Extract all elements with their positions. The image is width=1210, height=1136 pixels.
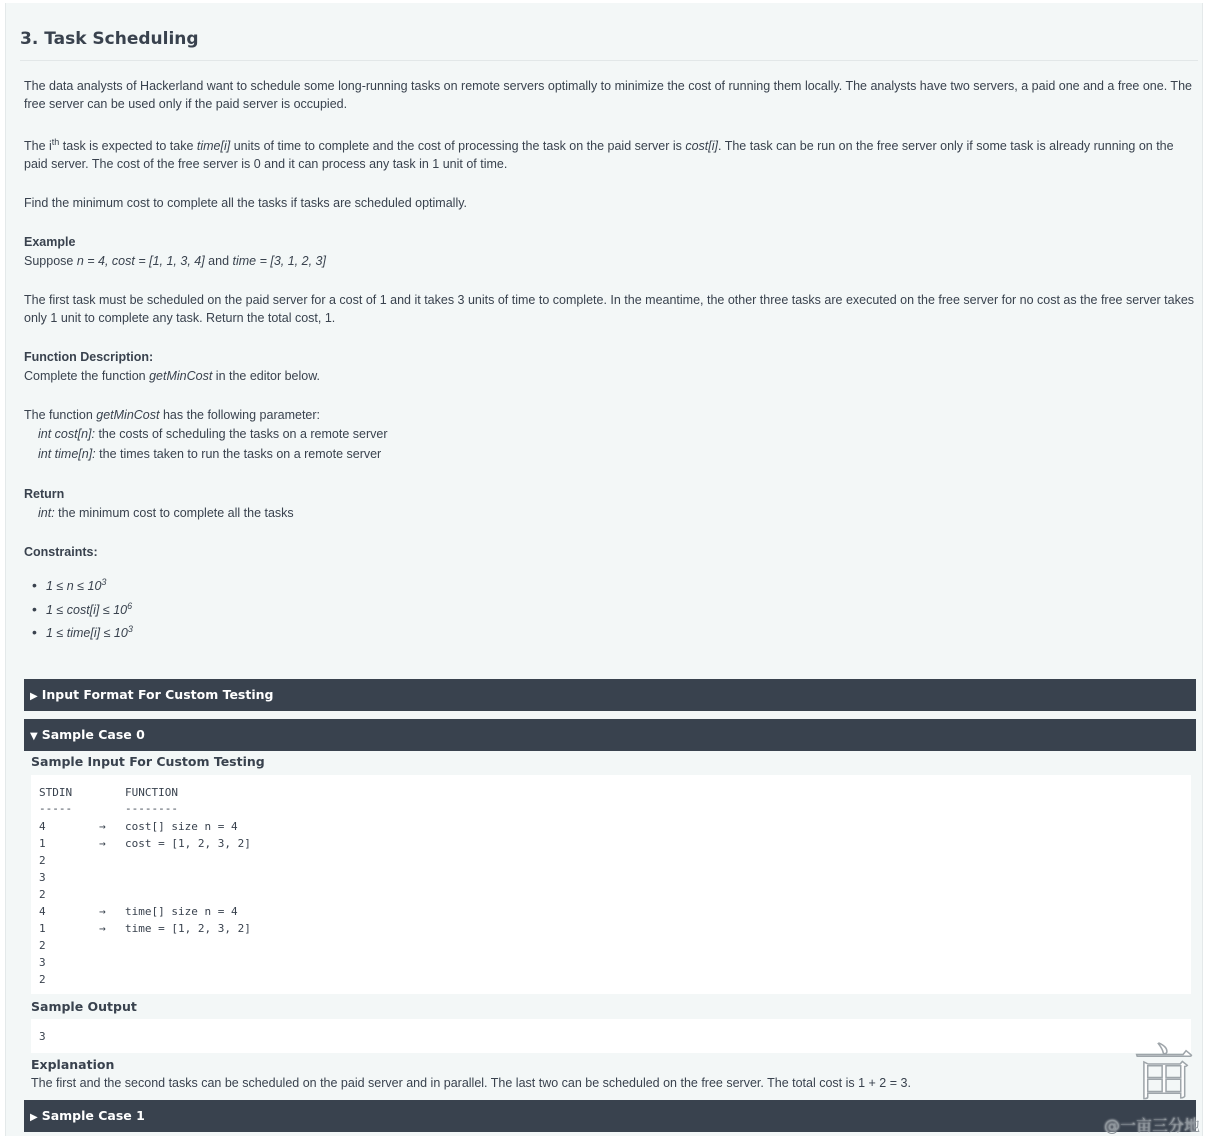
expanded-arrow-icon: ▼ [30, 731, 38, 742]
constraint-item: • $1 \le \cos t[i] \le 10^6$ [30, 601, 133, 625]
sample-input-heading: Sample Input For Custom Testing [31, 754, 265, 769]
time-variable: time[i] [196, 139, 231, 153]
arrow-icon: → [99, 820, 106, 833]
constraint-item: • $1 \le n \le 10^3$ [30, 577, 133, 601]
sample-input-block: STDIN FUNCTION ----- -------- 4 → cost[] size n = 4 1 → cost = [1, 2, 3, 2] 2 3 2 4 → time[] size n = 4 1 → time = [1, 2, 3, 2] 2 3 2 [31, 775, 1191, 994]
arrow-icon: → [99, 922, 106, 935]
code-line: 4 → cost[] size n = 4 [39, 820, 238, 833]
constraints-heading: Constraints: [24, 545, 98, 559]
title-divider [20, 60, 1198, 61]
param-time: int time[n]: the times taken to run the tasks on a remote server [38, 447, 382, 461]
return-description: int: the minimum cost to complete all the tasks [38, 506, 294, 520]
code-line: 3 [39, 956, 46, 969]
function-complete-line: Complete the function getMinCost in the editor below. [24, 369, 321, 383]
example-suppose: Suppose n = 4, cost = [1, 1, 3, 4] and time = [3, 1, 2, 3] [24, 254, 326, 268]
function-name: getMinCost [149, 369, 213, 383]
sample-case-1-toggle[interactable]: ▶ Sample Case 1 [24, 1100, 1196, 1132]
function-header: FUNCTION [125, 786, 178, 799]
cost-variable: cost[i] [685, 139, 718, 153]
collapsed-arrow-icon: ▶ [30, 1112, 38, 1123]
problem-panel [5, 3, 1203, 1136]
stdin-header: STDIN [39, 786, 73, 799]
collapsed-arrow-icon: ▶ [30, 691, 38, 702]
watermark-text: @一亩三分地 [1103, 1116, 1200, 1135]
code-line: 2 [39, 854, 46, 867]
explanation-text: The first and the second tasks can be scheduled on the paid server and in parallel. The last two can be scheduled on the free server. The total cost is 1 + 2 = 3. [31, 1076, 911, 1090]
code-line: 1 → cost = [1, 2, 3, 2] [39, 837, 251, 850]
example-heading: Example [24, 235, 76, 249]
find-paragraph: Find the minimum cost to complete all the tasks if tasks are scheduled optimally. [24, 196, 468, 210]
constraints-list [30, 577, 133, 648]
code-line: 1 → time = [1, 2, 3, 2] [39, 922, 251, 935]
input-format-toggle[interactable]: ▶ Input Format For Custom Testing [24, 679, 1196, 711]
arrow-icon: → [99, 905, 106, 918]
arrow-icon: → [99, 837, 106, 850]
watermark-logo: 亩 [1134, 1039, 1194, 1109]
sample-case-0-toggle[interactable]: ▼ Sample Case 0 [24, 719, 1196, 751]
sample-output-heading: Sample Output [31, 999, 137, 1014]
code-line: 2 [39, 973, 46, 986]
constraint-item: • 1 ≤ time[i] ≤ $10^3$ [30, 624, 133, 648]
code-line: 2 [39, 888, 46, 901]
code-line: 3 [39, 871, 46, 884]
function-params-intro: The function getMinCost has the following parameter: [24, 408, 321, 422]
function-description-heading: Function Description: [24, 350, 154, 364]
code-line: 2 [39, 939, 46, 952]
example-explanation: The first task must be scheduled on the paid server for a cost of 1 and it takes 3 units of time to complete. In the meantime, the other three tasks are executed on the free server for no cost as the free server takes only 1 unit to complete any task. Return the total cost, 1. [24, 293, 1195, 325]
code-line: 4 → time[] size n = 4 [39, 905, 238, 918]
param-cost: int cost[n]: the costs of scheduling the tasks on a remote server [38, 427, 388, 441]
sample-output-block [31, 1019, 1191, 1053]
intro-paragraph: The data analysts of Hackerland want to schedule some long-running tasks on remote servers optimally to minimize the cost of running them locally. The analysts have two servers, a paid one and a free one. The free server can be used only if the paid server is occupied. [24, 79, 1192, 111]
explanation-heading: Explanation [31, 1057, 115, 1072]
sample-output-value: 3 [39, 1030, 46, 1043]
problem-title: 3. Task Scheduling [20, 29, 199, 49]
task-description-paragraph: The $i^{th}$ task is expected to take time[i] units of time to complete and the cost of processing the task on the paid server is cost[i]. The task can be run on the free server only if some task is already running on the paid server. The cost of the free server is 0 and it can process any task in 1 unit of time. [24, 136, 1174, 171]
return-heading: Return [24, 487, 65, 501]
